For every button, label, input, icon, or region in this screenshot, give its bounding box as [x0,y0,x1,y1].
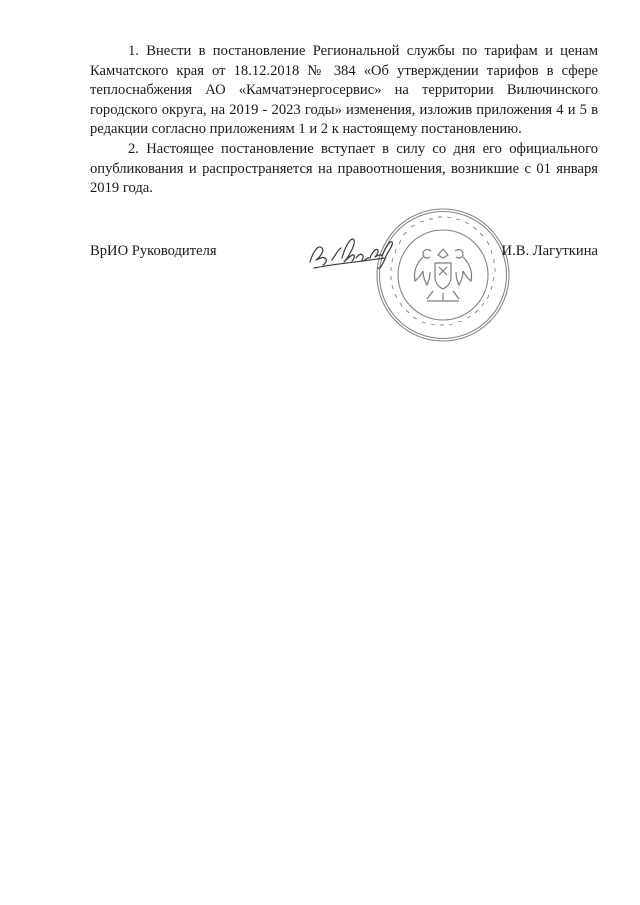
document-body [90,42,598,199]
signatory-title: ВрИО Руководителя [90,243,217,259]
paragraph-1: 1. Внести в постановление Региональной службы по тарифам и ценам Камчатского края от 18.12.2018 № 384 «Об утверждении тарифов в сфере теплоснабжения АО «Камчатэнергосервис» на территории Вилючинского городского округа, на 2019 - 2023 годы» изменения, изложив приложения 4 и 5 в редакции согласно приложениям 1 и 2 к настоящему постановлению. [90,43,598,138]
paragraph-2: 2. Настоящее постановление вступает в силу со дня его официального опубликования и распространяется на правоотношения, возникшие с 01 января 2019 года. [90,140,598,197]
signatory-name: И.В. Лагуткина [501,243,598,259]
signature-block [90,236,598,266]
